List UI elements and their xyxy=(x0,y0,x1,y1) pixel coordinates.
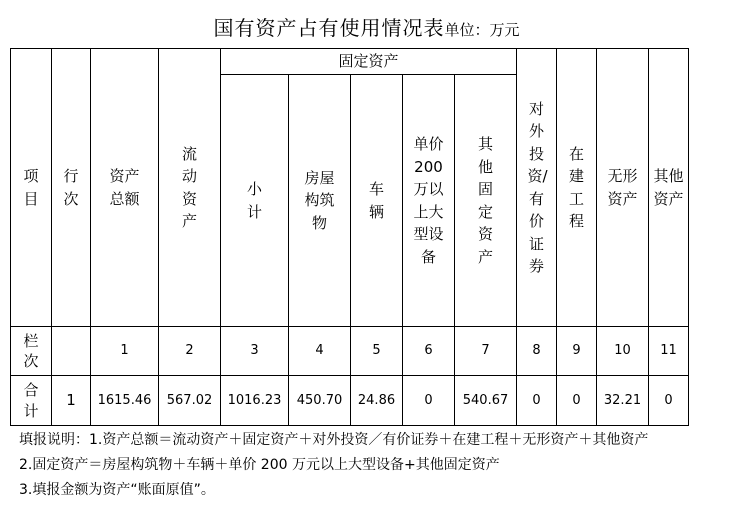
note-line: 填报说明：1.资产总额＝流动资产＋固定资产＋对外投资／有价证券＋在建工程＋无形资产＋其他资产 xyxy=(19,432,649,448)
header-fixed-assets-group: 固定资产 xyxy=(221,49,517,75)
header-other-fixed: 其他固定资产 xyxy=(455,75,517,327)
header-subtotal: 小计 xyxy=(221,75,289,327)
total-label: 合计 xyxy=(11,376,52,426)
total-cell: 0 xyxy=(517,376,557,426)
asset-table xyxy=(10,48,689,426)
column-index-cell: 8 xyxy=(517,327,557,376)
header-item: 项目 xyxy=(11,49,52,327)
total-cell: 0 xyxy=(649,376,689,426)
column-index-cell: 5 xyxy=(351,327,403,376)
column-index-row-no xyxy=(52,327,91,376)
header-current-assets: 流动资产 xyxy=(159,49,221,327)
column-index-label: 栏次 xyxy=(11,327,52,376)
total-cell: 1016.23 xyxy=(221,376,289,426)
note-line: 2.固定资产＝房屋构筑物＋车辆＋单价 200 万元以上大型设备+其他固定资产 xyxy=(19,457,500,473)
header-buildings: 房屋构筑物 xyxy=(289,75,351,327)
header-other-assets: 其他资产 xyxy=(649,49,689,327)
column-index-cell: 7 xyxy=(455,327,517,376)
column-index-cell: 11 xyxy=(649,327,689,376)
total-cell: 0 xyxy=(403,376,455,426)
column-index-cell: 6 xyxy=(403,327,455,376)
total-cell: 24.86 xyxy=(351,376,403,426)
report-title xyxy=(0,12,733,41)
column-index-cell: 2 xyxy=(159,327,221,376)
total-cell: 1615.46 xyxy=(91,376,159,426)
total-cell: 567.02 xyxy=(159,376,221,426)
title-main: 国有资产占有使用情况表 xyxy=(213,16,445,40)
header-row-no: 行次 xyxy=(52,49,91,327)
header-large-equipment: 单价200万以上大型设备 xyxy=(403,75,455,327)
header-construction: 在建工程 xyxy=(557,49,597,327)
total-cell: 450.70 xyxy=(289,376,351,426)
column-index-row xyxy=(11,327,689,376)
column-index-cell: 10 xyxy=(597,327,649,376)
total-row xyxy=(11,376,689,426)
column-index-cell: 9 xyxy=(557,327,597,376)
header-total-assets: 资产总额 xyxy=(91,49,159,327)
filling-notes xyxy=(19,428,709,503)
column-index-cell: 1 xyxy=(91,327,159,376)
total-cell: 540.67 xyxy=(455,376,517,426)
total-cell: 0 xyxy=(557,376,597,426)
column-index-cell: 3 xyxy=(221,327,289,376)
total-cell: 32.21 xyxy=(597,376,649,426)
header-vehicles: 车辆 xyxy=(351,75,403,327)
header-intangible: 无形资产 xyxy=(597,49,649,327)
column-index-cell: 4 xyxy=(289,327,351,376)
header-investments: 对外投资/有价证券 xyxy=(517,49,557,327)
note-line: 3.填报金额为资产“账面原值”。 xyxy=(19,482,215,498)
total-row-no: 1 xyxy=(52,376,91,426)
title-unit: 单位：万元 xyxy=(444,21,520,39)
